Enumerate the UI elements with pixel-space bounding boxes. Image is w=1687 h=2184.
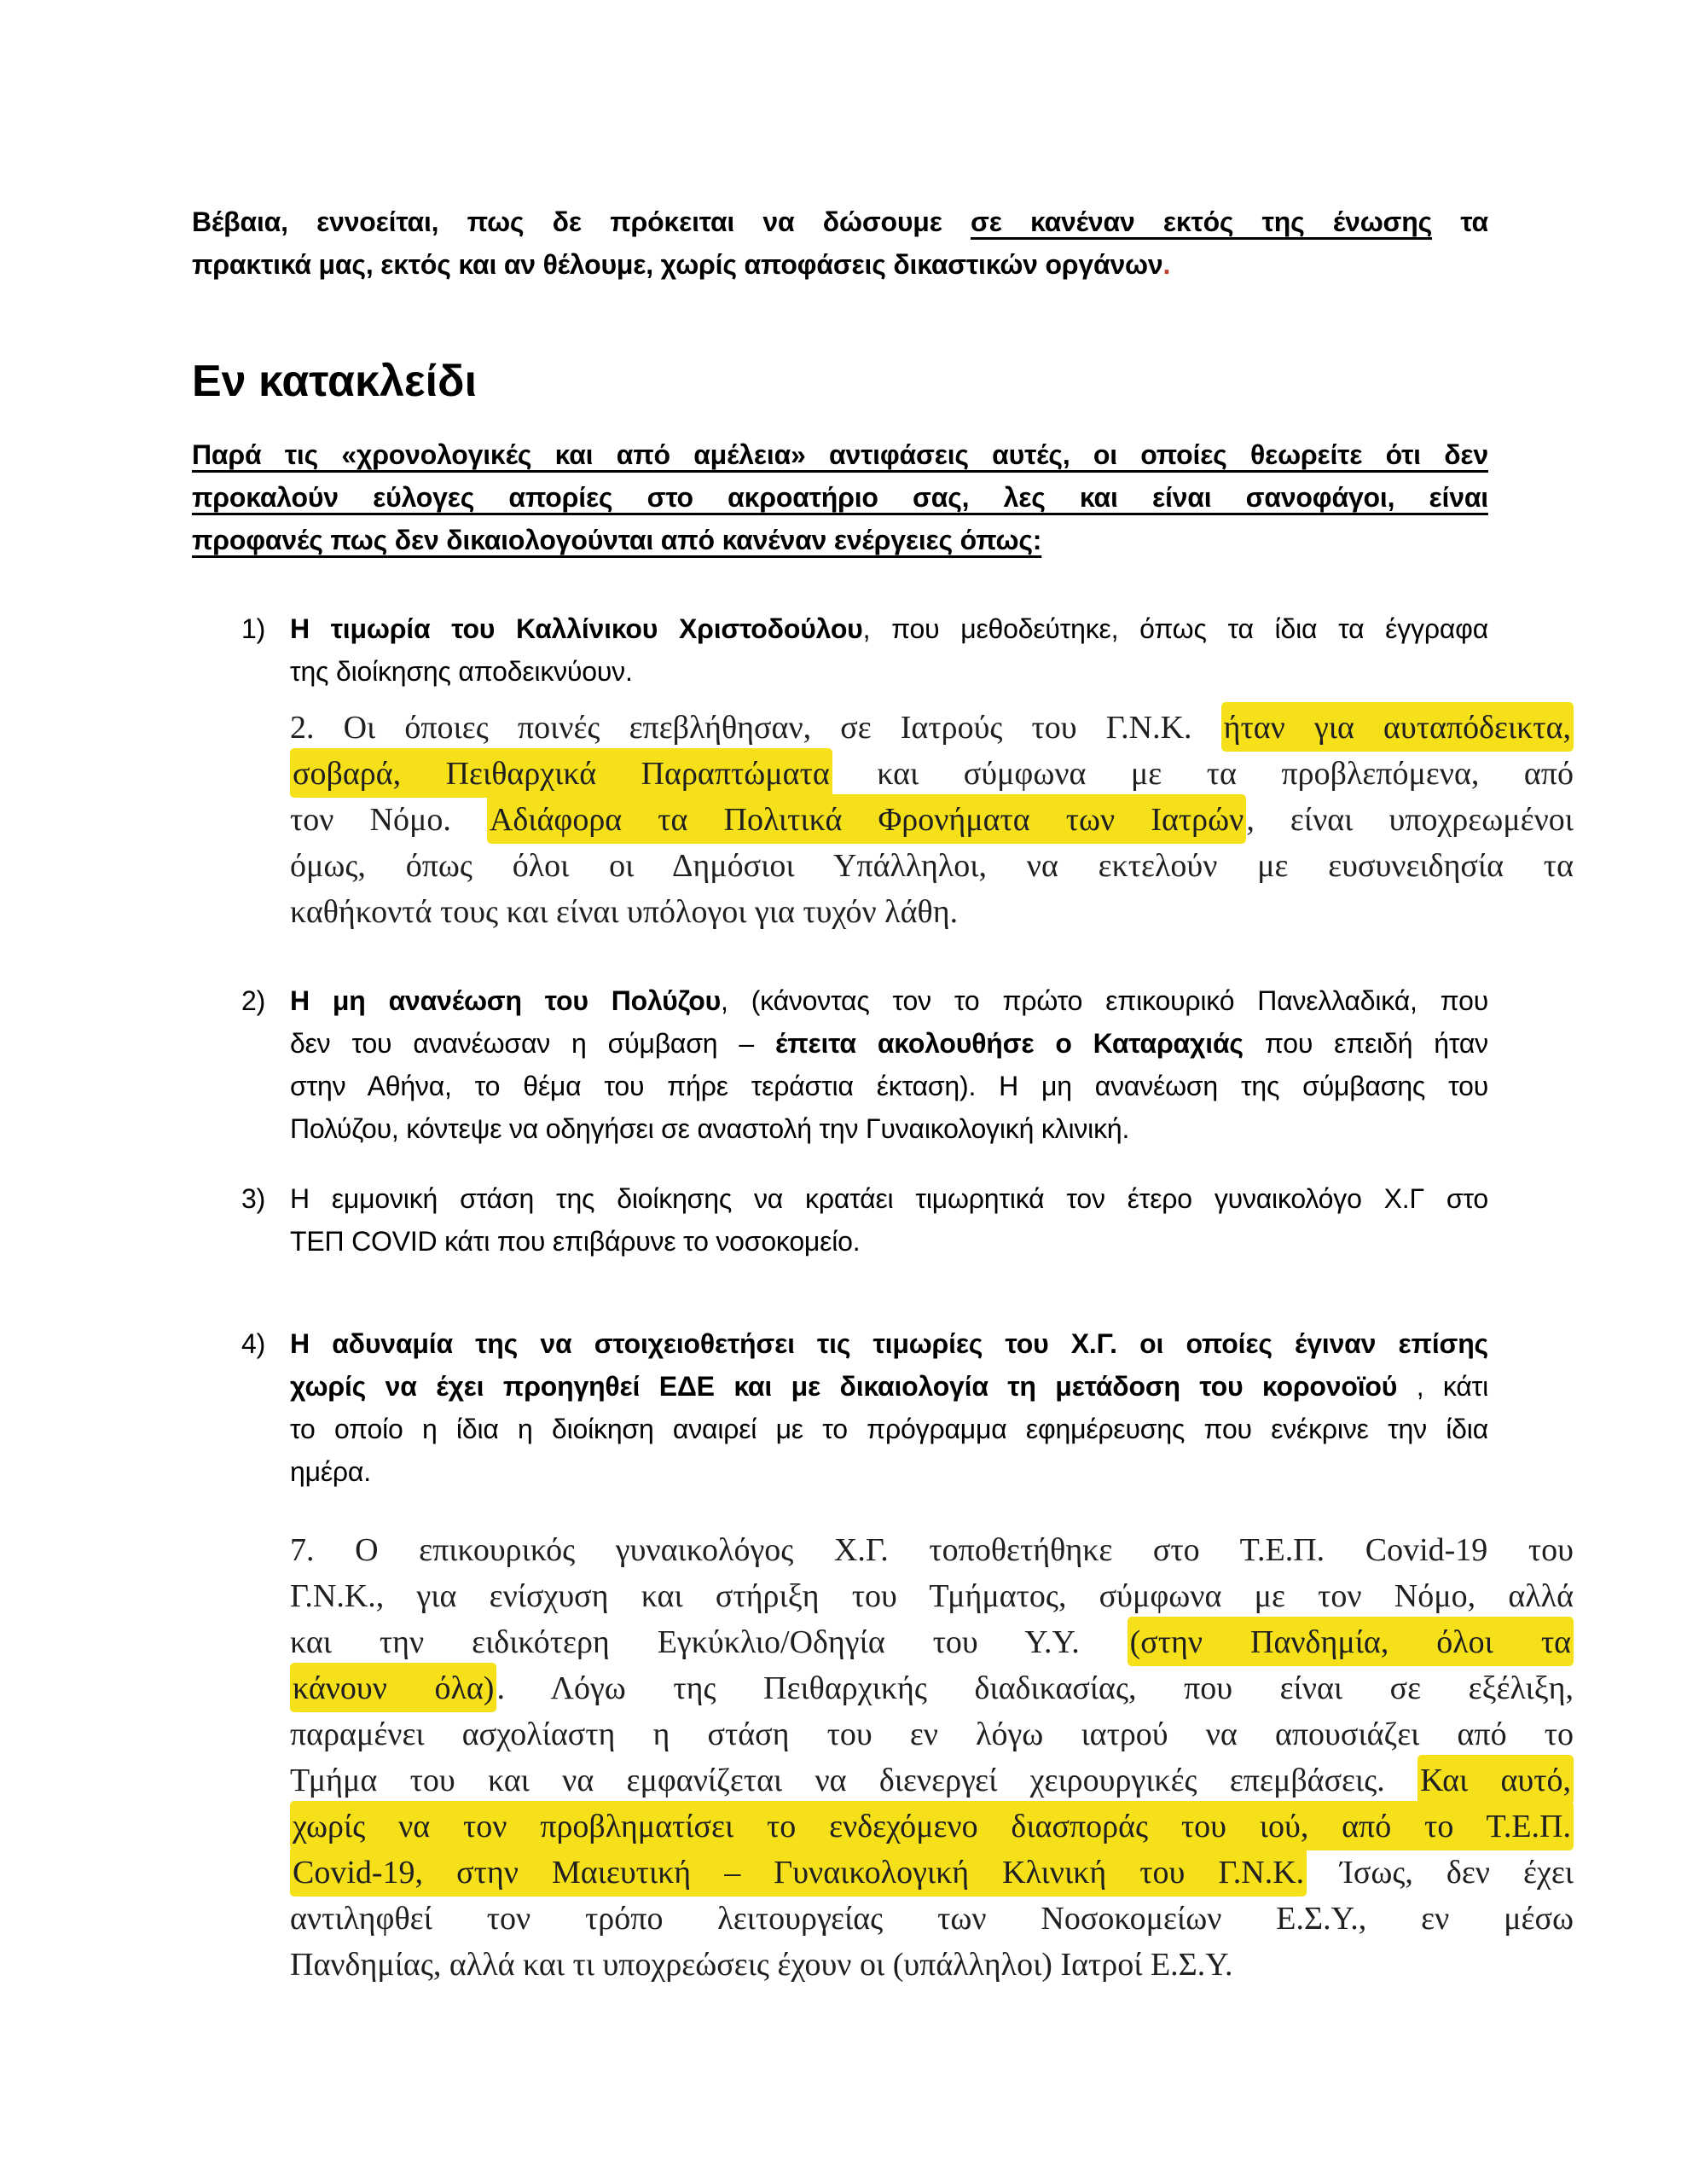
highlighted-text: σοβαρά, Πειθαρχικά Παραπτώματα <box>290 748 832 798</box>
text-segment: χωρίς να έχει προηγηθεί ΕΔΕ και με δικαιολογία τη μετάδοση του κορονοϊού <box>290 1371 1398 1402</box>
highlighted-text: χωρίς να τον προβληματίσει το ενδεχόμενο διασποράς του ιού, από το Τ.Ε.Π. <box>290 1801 1574 1850</box>
text-line <box>192 243 1488 286</box>
text-line <box>290 843 1574 889</box>
text-segment: έπειτα ακολουθήσε ο Καταραχιάς <box>774 1028 1244 1059</box>
item-number: 3) <box>241 1183 266 1214</box>
text-segment: Πολύζου, κόντεψε να οδηγήσει σε αναστολή την Γυναικολογική κλινική. <box>290 1113 1130 1144</box>
text-line <box>290 1619 1574 1665</box>
text-line <box>192 200 1488 243</box>
item-body <box>290 1177 1488 1263</box>
text-line <box>290 1527 1574 1573</box>
text-line <box>290 1896 1574 1942</box>
text-segment: τα <box>1432 206 1488 237</box>
text-segment: και σύμφωνα με τα προβλεπόμενα, από <box>832 756 1574 792</box>
text-segment: καθήκοντά τους και είναι υπόλογοι για τυχόν λάθη. <box>290 894 959 930</box>
text-line <box>290 1220 1488 1263</box>
text-line <box>290 1107 1488 1150</box>
text-segment: , κάτι <box>1397 1371 1488 1402</box>
text-line <box>290 1322 1488 1365</box>
text-line <box>290 1065 1488 1107</box>
text-segment: Τμήμα του και να εμφανίζεται να διενεργεί χειρουργικές επεμβάσεις. <box>290 1763 1418 1798</box>
quote-block-2 <box>290 1527 1574 1988</box>
text-line <box>290 1942 1574 1988</box>
highlighted-text: Covid-19, στην Μαιευτική – Γυναικολογική Κλινική του Γ.Ν.Κ. <box>290 1847 1307 1896</box>
text-segment: πρακτικά μας, εκτός και αν θέλουμε, χωρίς αποφάσεις δικαστικών οργάνων <box>192 249 1163 280</box>
text-line <box>290 1022 1488 1065</box>
item-body <box>290 979 1488 1150</box>
highlighted-text: Αδιάφορα τα Πολιτικά Φρονήματα των Ιατρών <box>487 794 1246 844</box>
list-item-3 <box>241 1177 1488 1263</box>
highlighted-text: ήταν για αυταπόδεικτα, <box>1221 702 1574 752</box>
item-number: 1) <box>241 613 266 644</box>
text-line <box>290 1804 1574 1850</box>
text-segment: αντιληφθεί τον τρόπο λειτουργείας των Νοσοκομείων Ε.Σ.Υ., εν μέσω <box>290 1901 1574 1937</box>
text-line <box>290 1711 1574 1757</box>
list-item-4 <box>241 1322 1488 1493</box>
text-segment: παραμένει ασχολίαστη η στάση του εν λόγω ιατρού να απουσιάζει από το <box>290 1716 1574 1752</box>
text-segment: ΤΕΠ COVID κάτι που επιβάρυνε το νοσοκομείο. <box>290 1226 861 1257</box>
text-segment: . Λόγω της Πειθαρχικής διαδικασίας, που είναι σε εξέλιξη, <box>496 1670 1574 1706</box>
intro-paragraph <box>192 200 1488 286</box>
text-line <box>192 476 1488 519</box>
text-line <box>290 797 1574 843</box>
text-segment: Η αδυναμία της να στοιχειοθετήσει τις τιμωρίες του Χ.Γ. οι οποίες έγιναν επίσης <box>290 1328 1488 1359</box>
text-segment: 2. Οι όποιες ποινές επεβλήθησαν, σε Ιατρούς του Γ.Ν.Κ. <box>290 710 1221 746</box>
text-line <box>290 1177 1488 1220</box>
list-item-2 <box>241 979 1488 1150</box>
text-segment: Ίσως, δεν έχει <box>1307 1855 1574 1891</box>
text-segment: Η τιμωρία του Καλλίνικου Χριστοδούλου <box>290 613 863 644</box>
item-body <box>290 607 1488 693</box>
text-line <box>290 889 1574 935</box>
item-number: 4) <box>241 1328 266 1359</box>
text-segment: Γ.Ν.Κ., για ενίσχυση και στήριξη του Τμήματος, σύμφωνα με τον Νόμο, αλλά <box>290 1578 1574 1614</box>
text-line <box>290 1365 1488 1408</box>
text-line <box>290 1573 1574 1619</box>
text-segment: όμως, όπως όλοι οι Δημόσιοι Υπάλληλοι, να εκτελούν με ευσυνειδησία τα <box>290 848 1574 884</box>
highlighted-text: κάνουν όλα) <box>290 1663 496 1712</box>
section-heading: Εν κατακλείδι <box>192 357 478 406</box>
highlighted-text: (στην Πανδημία, όλοι τα <box>1128 1617 1574 1666</box>
text-line <box>290 1408 1488 1450</box>
list-item-1 <box>241 607 1488 693</box>
item-number: 2) <box>241 985 266 1016</box>
text-line <box>290 607 1488 650</box>
text-segment: . <box>1162 249 1171 280</box>
quote-block-1 <box>290 705 1574 935</box>
text-line <box>192 519 1488 561</box>
text-line <box>290 1450 1488 1493</box>
text-segment: Βέβαια, εννοείται, πως δε πρόκειται να δώσουμε <box>192 206 971 237</box>
text-segment: , είναι υποχρεωμένοι <box>1246 802 1574 838</box>
text-segment: ημέρα. <box>290 1456 371 1487</box>
text-line <box>290 650 1488 693</box>
text-line <box>290 1665 1574 1711</box>
text-line <box>290 705 1574 751</box>
text-segment: προφανές πως δεν δικαιολογούνται από κανέναν ενέργειες όπως: <box>192 525 1042 555</box>
text-segment: , που μεθοδεύτηκε, όπως τα ίδια τα έγγραφα <box>862 613 1488 644</box>
text-segment: Η μη ανανέωση του Πολύζου <box>290 985 722 1016</box>
text-segment: Η εμμονική στάση της διοίκησης να κρατάει τιμωρητικά τον έτερο γυναικολόγο Χ.Γ στο <box>290 1183 1488 1214</box>
text-segment: Παρά τις «χρονολογικές και από αμέλεια» αντιφάσεις αυτές, οι οποίες θεωρείτε ότι δεν <box>192 439 1488 470</box>
text-line <box>290 979 1488 1022</box>
text-segment: 7. Ο επικουρικός γυναικολόγος Χ.Γ. τοποθετήθηκε στο Τ.Ε.Π. Covid-19 του <box>290 1532 1574 1568</box>
text-segment: σε κανέναν εκτός της ένωσης <box>971 206 1433 237</box>
text-line <box>290 1757 1574 1804</box>
text-segment: και την ειδικότερη Εγκύκλιο/Οδηγία του Υ.Υ. <box>290 1624 1128 1660</box>
text-line <box>192 433 1488 476</box>
text-line <box>290 751 1574 797</box>
text-segment: στην Αθήνα, το θέμα του πήρε τεράστια έκταση). Η μη ανανέωση της σύμβασης του <box>290 1071 1488 1101</box>
text-segment: προκαλούν εύλογες απορίες στο ακροατήριο σας, λες και είναι σανοφάγοι, είναι <box>192 482 1488 513</box>
highlighted-text: Και αυτό, <box>1417 1755 1574 1804</box>
text-segment: Πανδημίας, αλλά και τι υποχρεώσεις έχουν οι (υπάλληλοι) Ιατροί Ε.Σ.Υ. <box>290 1947 1233 1983</box>
text-segment: δεν του ανανέωσαν η σύμβαση – <box>290 1028 775 1059</box>
text-segment: το οποίο η ίδια η διοίκηση αναιρεί με το πρόγραμμα εφημέρευσης που ενέκρινε την ίδια <box>290 1414 1488 1444</box>
item-body <box>290 1322 1488 1493</box>
thesis-paragraph <box>192 433 1488 561</box>
text-segment: τον Νόμο. <box>290 802 487 838</box>
text-segment: που επειδή ήταν <box>1243 1028 1488 1059</box>
text-segment: της διοίκησης αποδεικνύουν. <box>290 656 633 687</box>
text-segment: , (κάνοντας τον το πρώτο επικουρικό Πανελλαδικά, που <box>721 985 1488 1016</box>
text-line <box>290 1850 1574 1896</box>
